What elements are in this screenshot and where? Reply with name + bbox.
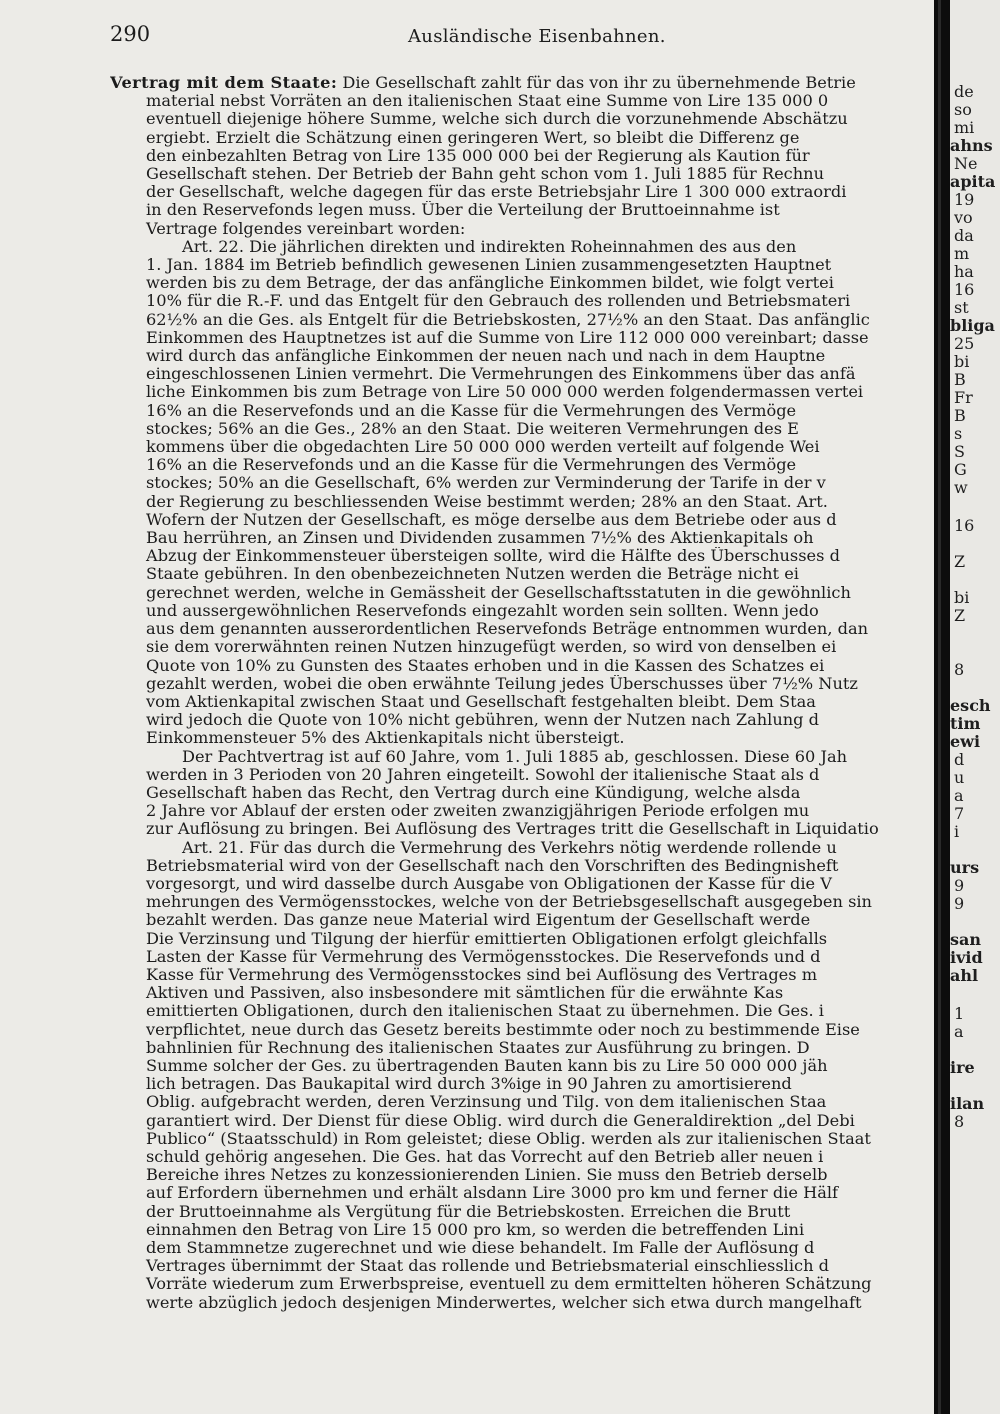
- line-text: Vertrage folgendes vereinbart worden:: [146, 219, 466, 238]
- line-text: gezahlt werden, wobei die oben erwähnte Teilung jedes Überschusses über 7½% Nutz: [146, 674, 858, 693]
- line-text: Publico“ (Staatsschuld) in Rom geleistet; diese Oblig. werden als zur italienischen Staat: [146, 1129, 871, 1148]
- text-line: [110, 438, 934, 456]
- line-text: material nebst Vorräten an den italienischen Staat eine Summe von Lire 135 000 0: [146, 92, 829, 111]
- line-text: einnahmen den Betrag von Lire 15 000 pro km, so werden die betreffenden Lini: [146, 1220, 805, 1239]
- text-line: [110, 675, 934, 693]
- adjacent-page-fragment: m: [954, 244, 970, 263]
- adjacent-page-fragment: d: [954, 750, 965, 769]
- adjacent-page-edge: [950, 0, 1000, 1414]
- text-line: [110, 1221, 934, 1239]
- line-text: schuld gehörig angesehen. Die Ges. hat das Vorrecht auf den Betrieb aller neuen i: [146, 1147, 824, 1166]
- text-line: [110, 1184, 934, 1202]
- line-text: zur Auflösung zu bringen. Bei Auflösung des Vertrages tritt die Gesellschaft in Liquidatio: [146, 820, 879, 839]
- adjacent-page-fragment: Fr: [954, 388, 973, 407]
- adjacent-page-fragment: ha: [954, 262, 974, 281]
- adjacent-page-fragment: S: [954, 442, 965, 461]
- line-text: in den Reservefonds legen muss. Über die Verteilung der Bruttoeinnahme ist: [146, 201, 780, 220]
- line-text: und aussergewöhnlichen Reservefonds eingezahlt worden sein sollten. Wenn jedo: [146, 601, 819, 620]
- adjacent-page-fragment: tim: [950, 714, 981, 733]
- adjacent-page-fragment: apita: [950, 172, 996, 191]
- line-text: Aktiven und Passiven, also insbesondere mit sämtlichen für die erwähnte Kas: [146, 984, 784, 1003]
- text-line: [110, 693, 934, 711]
- text-line: [110, 1057, 934, 1075]
- line-text: 10% für die R.-F. und das Entgelt für den Gebrauch des rollenden und Betriebsmateri: [146, 292, 851, 311]
- line-text: gerechnet werden, welche in Gemässheit der Gesellschaftsstatuten in die gewöhnlich: [146, 583, 851, 602]
- line-text: bezahlt werden. Das ganze neue Material wird Eigentum der Gesellschaft werde: [146, 911, 811, 930]
- text-line: [110, 165, 934, 183]
- line-text: Vertrages übernimmt der Staat das rollende und Betriebsmaterial einschliesslich d: [146, 1257, 829, 1276]
- text-line: [110, 347, 934, 365]
- text-line: [110, 1203, 934, 1221]
- line-text: Einkommen des Hauptnetzes ist auf die Summe von Lire 112 000 000 vereinbart; dasse: [146, 328, 869, 347]
- text-line: [110, 1148, 934, 1166]
- text-line: [110, 657, 934, 675]
- line-text: Oblig. aufgebracht werden, deren Verzinsung und Tilg. von dem italienischen Staa: [146, 1093, 827, 1112]
- text-line: [110, 1112, 934, 1130]
- text-line: [110, 930, 934, 948]
- body-text: [110, 74, 934, 1312]
- line-text: Art. 21. Für das durch die Vermehrung des Verkehrs nötig werdende rollende u: [182, 838, 837, 857]
- line-text: 16% an die Reservefonds und an die Kasse für die Vermehrungen des Vermöge: [146, 456, 797, 475]
- line-text: sie dem vorerwähnten reinen Nutzen hinzugefügt werden, so wird von denselben ei: [146, 638, 837, 657]
- text-line: [110, 1093, 934, 1111]
- adjacent-page-fragment: bliga: [950, 316, 995, 335]
- adjacent-page-fragment: u: [954, 768, 965, 787]
- line-text: der Regierung zu beschliessenden Weise bestimmt werden; 28% an den Staat. Art.: [146, 492, 828, 511]
- text-line: [110, 1075, 934, 1093]
- text-line: [110, 238, 934, 256]
- adjacent-page-fragment: a: [954, 786, 964, 805]
- line-text: garantiert wird. Der Dienst für diese Oblig. wird durch die Generaldirektion „del Debi: [146, 1111, 855, 1130]
- adjacent-page-fragment: so: [954, 100, 972, 119]
- running-head: Ausländische Eisenbahnen.: [408, 26, 666, 47]
- text-line: [110, 402, 934, 420]
- line-text: lich betragen. Das Baukapital wird durch 3%ige in 90 Jahren zu amortisierend: [146, 1075, 792, 1094]
- adjacent-page-fragment: 8: [954, 1112, 965, 1131]
- line-text: Summe solcher der Ges. zu übertragenden Bauten kann bis zu Lire 50 000 000 jäh: [146, 1056, 828, 1075]
- text-line: [110, 256, 934, 274]
- line-text: der Bruttoeinnahme als Vergütung für die Betriebskosten. Erreichen die Brutt: [146, 1202, 791, 1221]
- text-line: [110, 1130, 934, 1148]
- line-text: Bau herrühren, an Zinsen und Dividenden zusammen 7½% des Aktienkapitals oh: [146, 529, 814, 548]
- text-line: [110, 1039, 934, 1057]
- text-line: [110, 74, 934, 92]
- text-line: [110, 311, 934, 329]
- text-line: [110, 220, 934, 238]
- text-line: [110, 92, 934, 110]
- adjacent-page-fragment: i: [954, 822, 960, 841]
- line-text: 62½% an die Ges. als Entgelt für die Betriebskosten, 27½% an den Staat. Das anfänglic: [146, 310, 870, 329]
- line-text: vorgesorgt, und wird dasselbe durch Ausgabe von Obligationen der Kasse für die V: [146, 874, 832, 893]
- adjacent-page-fragment: bi: [954, 588, 970, 607]
- text-line: [110, 1275, 934, 1293]
- text-line: [110, 1166, 934, 1184]
- line-text: auf Erfordern übernehmen und erhält alsdann Lire 3000 pro km und ferner die Hälf: [146, 1184, 839, 1203]
- line-text: dem Stammnetze zugerechnet und wie diese behandelt. Im Falle der Auflösung d: [146, 1239, 815, 1257]
- text-line: [110, 857, 934, 875]
- adjacent-page-fragment: 9: [954, 876, 965, 895]
- text-line: [110, 201, 934, 219]
- line-text: Art. 22. Die jährlichen direkten und indirekten Roheinnahmen des aus den: [182, 237, 797, 256]
- text-line: [110, 147, 934, 165]
- text-line: [110, 802, 934, 820]
- text-line: [110, 511, 934, 529]
- adjacent-page-fragment: ivid: [950, 948, 983, 967]
- adjacent-page-fragment: 19: [954, 190, 975, 209]
- text-line: [110, 529, 934, 547]
- adjacent-page-fragment: 16: [954, 516, 975, 535]
- adjacent-page-fragment: B: [954, 406, 966, 425]
- adjacent-page-fragment: ewi: [950, 732, 981, 751]
- adjacent-page-fragment: s: [954, 424, 963, 443]
- adjacent-page-fragment: de: [954, 82, 974, 101]
- line-text: wird jedoch die Quote von 10% nicht gebühren, wenn der Nutzen nach Zahlung d: [146, 711, 820, 730]
- text-line: [110, 456, 934, 474]
- text-line: [110, 729, 934, 747]
- adjacent-page-fragment: esch: [950, 696, 991, 715]
- text-line: [110, 839, 934, 857]
- text-line: [110, 474, 934, 492]
- text-line: [110, 984, 934, 1002]
- book-gutter: [934, 0, 950, 1414]
- adjacent-page-fragment: 9: [954, 894, 965, 913]
- text-line: [110, 420, 934, 438]
- text-line: [110, 911, 934, 929]
- line-text: Abzug der Einkommensteuer übersteigen sollte, wird die Hälfte des Überschusses d: [146, 547, 840, 566]
- adjacent-page-fragment: da: [954, 226, 974, 245]
- text-line: [110, 129, 934, 147]
- text-line: [110, 784, 934, 802]
- line-text: mehrungen des Vermögensstockes, welche von der Betriebsgesellschaft ausgegeben sin: [146, 893, 872, 912]
- line-text: kommens über die obgedachten Lire 50 000 000 werden verteilt auf folgende Wei: [146, 438, 820, 457]
- text-line: [110, 1257, 934, 1275]
- line-text: aus dem genannten ausserordentlichen Reservefonds Beträge entnommen wurden, dan: [146, 620, 869, 639]
- text-line: [110, 875, 934, 893]
- adjacent-page-fragment: 7: [954, 804, 965, 823]
- line-text: verpflichtet, neue durch das Gesetz bereits bestimmte oder noch zu bestimmende Eise: [146, 1020, 860, 1039]
- text-line: [110, 748, 934, 766]
- text-line: [110, 893, 934, 911]
- line-text: stockes; 50% an die Gesellschaft, 6% werden zur Verminderung der Tarife in der v: [146, 474, 826, 493]
- text-line: [110, 183, 934, 201]
- adjacent-page-fragment: ilan: [950, 1094, 985, 1113]
- page-number: 290: [110, 22, 151, 46]
- line-text: Betriebsmaterial wird von der Gesellschaft nach den Vorschriften des Bedingnisheft: [146, 856, 839, 875]
- line-text: werte abzüglich jedoch desjenigen Minderwertes, welcher sich etwa durch mangelhaft: [146, 1293, 862, 1312]
- line-text: Gesellschaft stehen. Der Betrieb der Bahn geht schon vom 1. Juli 1885 für Rechnu: [146, 165, 825, 184]
- line-text: werden bis zu dem Betrage, der das anfängliche Einkommen bildet, wie folgt vertei: [146, 274, 834, 293]
- text-line: [110, 948, 934, 966]
- text-line: [110, 966, 934, 984]
- text-line: [110, 1294, 934, 1312]
- adjacent-page-fragment: ire: [950, 1058, 975, 1077]
- line-text: Bereiche ihres Netzes zu konzessionierenden Linien. Sie muss den Betrieb derselb: [146, 1166, 828, 1185]
- text-line: [110, 110, 934, 128]
- text-line: [110, 766, 934, 784]
- text-line: [110, 365, 934, 383]
- section-lead: Vertrag mit dem Staate:: [110, 74, 338, 92]
- line-text: Gesellschaft haben das Recht, den Vertrag durch eine Kündigung, welche alsda: [146, 783, 801, 802]
- line-text: Lasten der Kasse für Vermehrung des Vermögensstockes. Die Reservefonds und d: [146, 947, 821, 966]
- line-text: 2 Jahre vor Ablauf der ersten oder zweiten zwanzigjährigen Periode erfolgen mu: [146, 802, 810, 821]
- adjacent-page-fragment: Z: [954, 552, 966, 571]
- adjacent-page-fragment: B: [954, 370, 966, 389]
- text-line: [110, 1239, 934, 1257]
- text-line: [110, 584, 934, 602]
- text-line: [110, 820, 934, 838]
- line-text: wird durch das anfängliche Einkommen der neuen nach und nach in dem Hauptne: [146, 347, 826, 366]
- adjacent-page-fragment: urs: [950, 858, 980, 877]
- text-line: [110, 711, 934, 729]
- line-text: den einbezahlten Betrag von Lire 135 000 000 bei der Regierung als Kaution für: [146, 146, 810, 165]
- text-line: [110, 383, 934, 401]
- line-text: ergiebt. Erzielt die Schätzung einen geringeren Wert, so bleibt die Differenz ge: [146, 128, 800, 147]
- line-text: Quote von 10% zu Gunsten des Staates erhoben und in die Kassen des Schatzes ei: [146, 656, 825, 675]
- text-line: [110, 1021, 934, 1039]
- text-line: [110, 292, 934, 310]
- line-text: Die Gesellschaft zahlt für das von ihr zu übernehmende Betrie: [337, 74, 856, 92]
- line-text: 1. Jan. 1884 im Betrieb befindlich gewesenen Linien zusammengesetzten Hauptnet: [146, 256, 832, 275]
- adjacent-page-fragment: Z: [954, 606, 966, 625]
- text-line: [110, 620, 934, 638]
- line-text: emittierten Obligationen, durch den italienischen Staat zu übernehmen. Die Ges. i: [146, 1002, 824, 1021]
- adjacent-page-fragment: san: [950, 930, 982, 949]
- line-text: 16% an die Reservefonds und an die Kasse für die Vermehrungen des Vermöge: [146, 401, 797, 420]
- text-line: [110, 329, 934, 347]
- line-text: liche Einkommen bis zum Betrage von Lire 50 000 000 werden folgendermassen vertei: [146, 383, 864, 402]
- adjacent-page-fragment: a: [954, 1022, 964, 1041]
- line-text: werden in 3 Perioden von 20 Jahren eingeteilt. Sowohl der italienische Staat als d: [146, 765, 820, 784]
- page-header: [110, 22, 930, 56]
- adjacent-page-fragment: 16: [954, 280, 975, 299]
- line-text: eventuell diejenige höhere Summe, welche sich durch die vorzunehmende Abschätzu: [146, 110, 848, 129]
- adjacent-page-fragment: bi: [954, 352, 970, 371]
- adjacent-page-fragment: Ne: [954, 154, 978, 173]
- adjacent-page-fragment: ahl: [950, 966, 979, 985]
- adjacent-page-fragment: w: [954, 478, 968, 497]
- text-line: [110, 638, 934, 656]
- adjacent-page-fragment: G: [954, 460, 967, 479]
- text-line: [110, 493, 934, 511]
- line-text: der Gesellschaft, welche dagegen für das erste Betriebsjahr Lire 1 300 000 extraordi: [146, 183, 847, 202]
- adjacent-page-fragment: st: [954, 298, 969, 317]
- adjacent-page-fragment: 25: [954, 334, 975, 353]
- adjacent-page-fragment: 8: [954, 660, 965, 679]
- adjacent-page-fragment: vo: [954, 208, 973, 227]
- line-text: Einkommensteuer 5% des Aktienkapitals nicht übersteigt.: [146, 729, 625, 748]
- adjacent-page-fragment: 1: [954, 1004, 965, 1023]
- line-text: Die Verzinsung und Tilgung der hierfür emittierten Obligationen erfolgt gleichfalls: [146, 929, 828, 948]
- line-text: Staate gebühren. In den obenbezeichneten Nutzen werden die Beträge nicht ei: [146, 565, 799, 584]
- line-text: stockes; 56% an die Ges., 28% an den Staat. Die weiteren Vermehrungen des E: [146, 419, 799, 438]
- adjacent-page-fragment: mi: [954, 118, 975, 137]
- adjacent-page-fragment: ahns: [950, 136, 993, 155]
- text-line: [110, 602, 934, 620]
- line-text: Wofern der Nutzen der Gesellschaft, es möge derselbe aus dem Betriebe oder aus d: [146, 510, 837, 529]
- line-text: Vorräte wiederum zum Erwerbspreise, eventuell zu dem ermittelten höheren Schätzung: [146, 1275, 872, 1294]
- text-line: [110, 1002, 934, 1020]
- line-text: bahnlinien für Rechnung des italienischen Staates zur Ausführung zu bringen. D: [146, 1038, 810, 1057]
- line-text: Der Pachtvertrag ist auf 60 Jahre, vom 1. Juli 1885 ab, geschlossen. Diese 60 Jah: [182, 747, 848, 766]
- line-text: vom Aktienkapital zwischen Staat und Gesellschaft festgehalten bleibt. Dem Staa: [146, 692, 816, 711]
- line-text: Kasse für Vermehrung des Vermögensstockes sind bei Auflösung des Vertrages m: [146, 965, 818, 984]
- line-text: eingeschlossenen Linien vermehrt. Die Vermehrungen des Einkommens über das anfä: [146, 365, 856, 384]
- text-line: [110, 547, 934, 565]
- text-line: [110, 274, 934, 292]
- text-line: [110, 565, 934, 583]
